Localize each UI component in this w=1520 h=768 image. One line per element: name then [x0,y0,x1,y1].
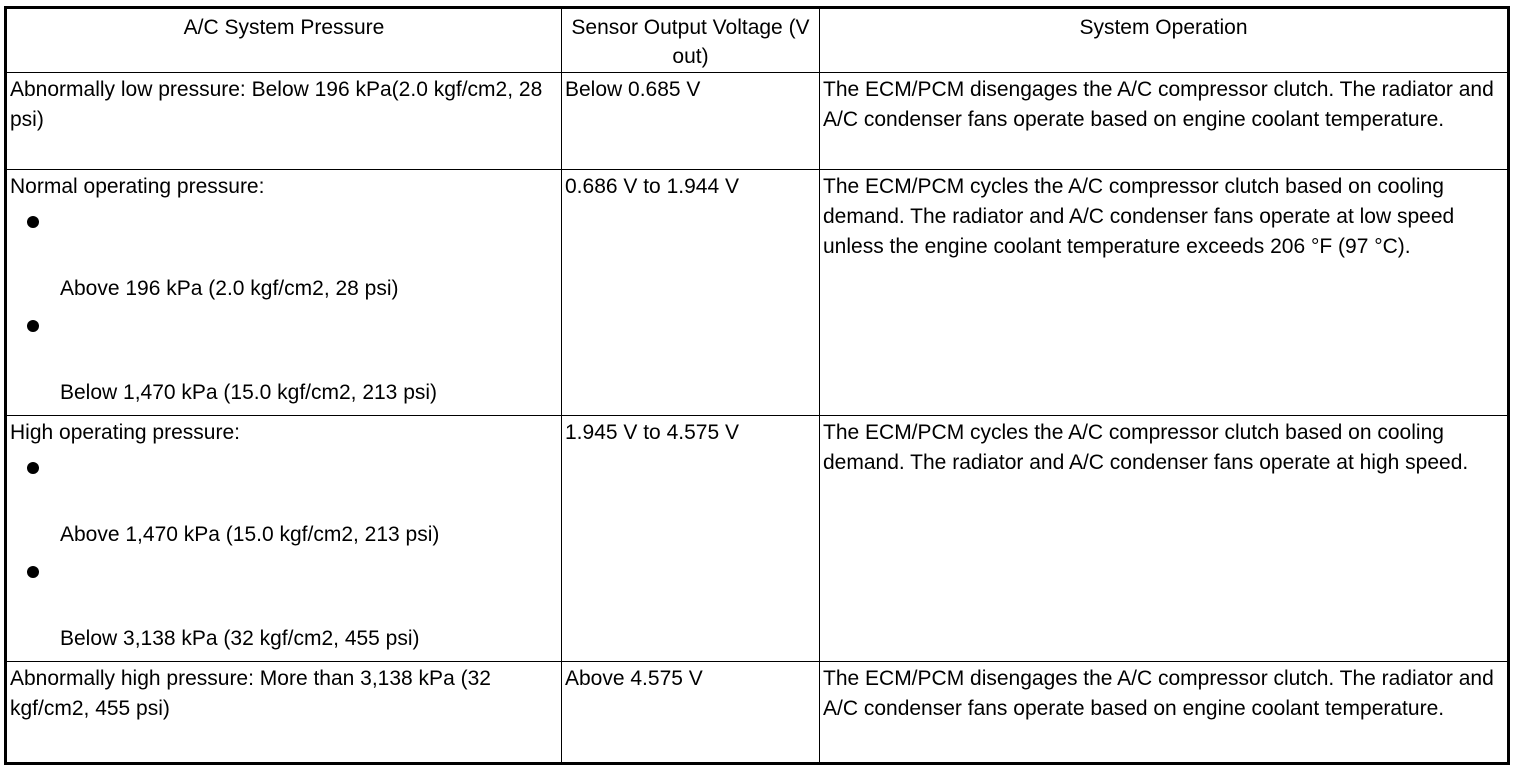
bullet-icon [27,462,39,474]
header-sensor-output-voltage: Sensor Output Voltage (V out) [562,8,820,73]
voltage-cell [562,416,820,662]
ac-pressure-table [4,6,1510,765]
table-row [6,416,1509,662]
operation-text: The ECM/PCM disengages the A/C compressor clutch. The radiator and A/C condenser fans operate based on engine coolant temperature. [823,78,1494,131]
pressure-cell [6,416,562,662]
pressure-cell [6,662,562,764]
bullet-text: Below 1,470 kPa (15.0 kgf/cm2, 213 psi) [60,381,438,404]
bullet-text: Below 3,138 kPa (32 kgf/cm2, 455 psi) [60,627,420,650]
bullet-item [10,306,558,358]
pressure-cell [6,73,562,170]
operation-cell [820,73,1509,170]
table-row [6,73,1509,170]
voltage-cell [562,73,820,170]
table-row [6,662,1509,764]
pressure-lead-text: Abnormally low pressure: Below 196 kPa(2.0 kgf/cm2, 28 psi) [10,78,543,131]
bullet-item [10,448,558,500]
pressure-cell [6,170,562,416]
header-ac-system-pressure: A/C System Pressure [6,8,562,73]
voltage-cell [562,170,820,416]
pressure-lead-text: Abnormally high pressure: More than 3,138 kPa (32 kgf/cm2, 455 psi) [10,667,491,720]
bullet-item [10,202,558,254]
bullet-text: Above 196 kPa (2.0 kgf/cm2, 28 psi) [60,277,399,300]
bullet-text: Above 1,470 kPa (15.0 kgf/cm2, 213 psi) [60,523,440,546]
voltage-cell [562,662,820,764]
bullet-icon [27,216,39,228]
bullet-icon [27,320,39,332]
operation-text: The ECM/PCM cycles the A/C compressor clutch based on cooling demand. The radiator and A/C condenser fans operate at low speed unless the engine coolant temperature exceeds 206 °F (97 °C). [823,175,1455,258]
voltage-text: 0.686 V to 1.944 V [565,175,739,198]
bullet-icon [27,566,39,578]
voltage-text: Below 0.685 V [565,78,701,101]
operation-cell [820,416,1509,662]
operation-cell [820,662,1509,764]
bullet-item [10,552,558,604]
operation-cell [820,170,1509,416]
operation-text: The ECM/PCM cycles the A/C compressor clutch based on cooling demand. The radiator and A/C condenser fans operate at high speed. [823,421,1469,474]
pressure-lead-text: Normal operating pressure: [10,175,265,198]
table-row [6,170,1509,416]
operation-text: The ECM/PCM disengages the A/C compressor clutch. The radiator and A/C condenser fans operate based on engine coolant temperature. [823,667,1494,720]
header-system-operation: System Operation [820,8,1509,73]
voltage-text: 1.945 V to 4.575 V [565,421,739,444]
voltage-text: Above 4.575 V [565,667,703,690]
pressure-lead-text: High operating pressure: [10,421,240,444]
table-header-row [6,8,1509,73]
